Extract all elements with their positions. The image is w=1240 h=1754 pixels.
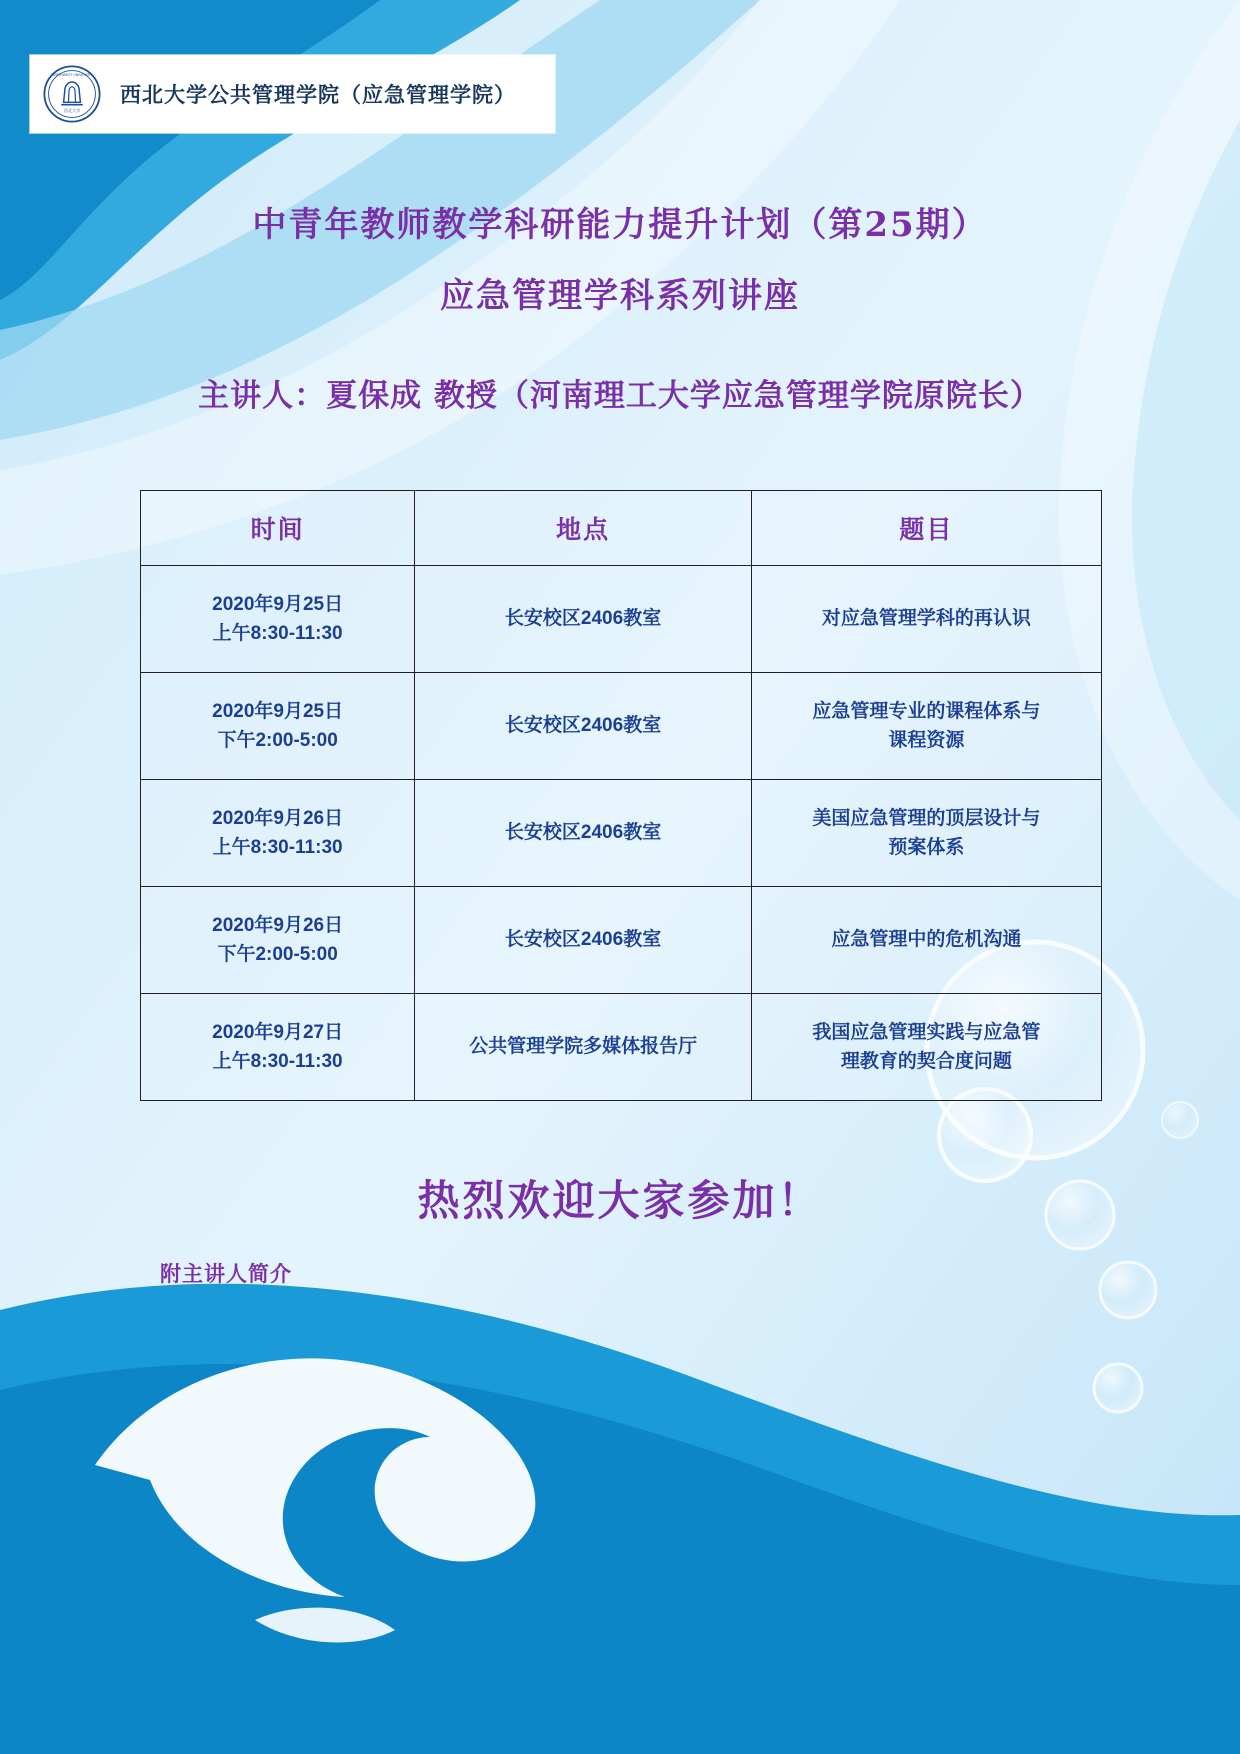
speaker-info: 主讲人：夏保成 教授（河南理工大学应急管理学院原院长） (198, 378, 1042, 414)
cell-place: 长安校区2406教室 (415, 780, 752, 887)
cell-place: 长安校区2406教室 (415, 887, 752, 994)
header-logo-bar (30, 55, 555, 133)
column-header-place: 地点 (415, 491, 752, 566)
table-row (141, 994, 1102, 1101)
schedule-table-wrap (140, 490, 1102, 1101)
cell-place: 长安校区2406教室 (415, 673, 752, 780)
page-subtitle: 应急管理学科系列讲座 (440, 276, 800, 316)
table-row (141, 566, 1102, 673)
svg-text:NORTHWEST UNIVERSITY: NORTHWEST UNIVERSITY (51, 73, 93, 77)
cell-topic: 对应急管理学科的再认识 (751, 566, 1101, 673)
cell-topic: 应急管理中的危机沟通 (751, 887, 1101, 994)
university-seal-icon (42, 64, 102, 124)
cell-place: 长安校区2406教室 (415, 566, 752, 673)
title-block (0, 200, 1240, 322)
cell-place: 公共管理学院多媒体报告厅 (415, 994, 752, 1101)
cell-time: 2020年9月26日 上午8:30-11:30 (141, 780, 415, 887)
schedule-table (140, 490, 1102, 1101)
welcome-message: 热烈欢迎大家参加！ (417, 1177, 823, 1224)
cell-time: 2020年9月25日 下午2:00-5:00 (141, 673, 415, 780)
table-header-row (141, 491, 1102, 566)
column-header-time: 时间 (141, 491, 415, 566)
table-row (141, 673, 1102, 780)
cell-time: 2020年9月26日 下午2:00-5:00 (141, 887, 415, 994)
organization-name: 西北大学公共管理学院（应急管理学院） (120, 84, 516, 107)
table-row (141, 780, 1102, 887)
cell-topic: 应急管理专业的课程体系与 课程资源 (751, 673, 1101, 780)
page-title: 中青年教师教学科研能力提升计划（第25期） (252, 205, 988, 245)
table-row (141, 887, 1102, 994)
column-header-topic: 题目 (751, 491, 1101, 566)
cell-topic: 我国应急管理实践与应急管 理教育的契合度问题 (751, 994, 1101, 1101)
cell-time: 2020年9月27日 上午8:30-11:30 (141, 994, 415, 1101)
cell-topic: 美国应急管理的顶层设计与 预案体系 (751, 780, 1101, 887)
cell-time: 2020年9月25日 上午8:30-11:30 (141, 566, 415, 673)
speaker-bio-note: 附主讲人简介 (160, 1263, 292, 1286)
svg-text:西北大学: 西北大学 (63, 108, 81, 113)
